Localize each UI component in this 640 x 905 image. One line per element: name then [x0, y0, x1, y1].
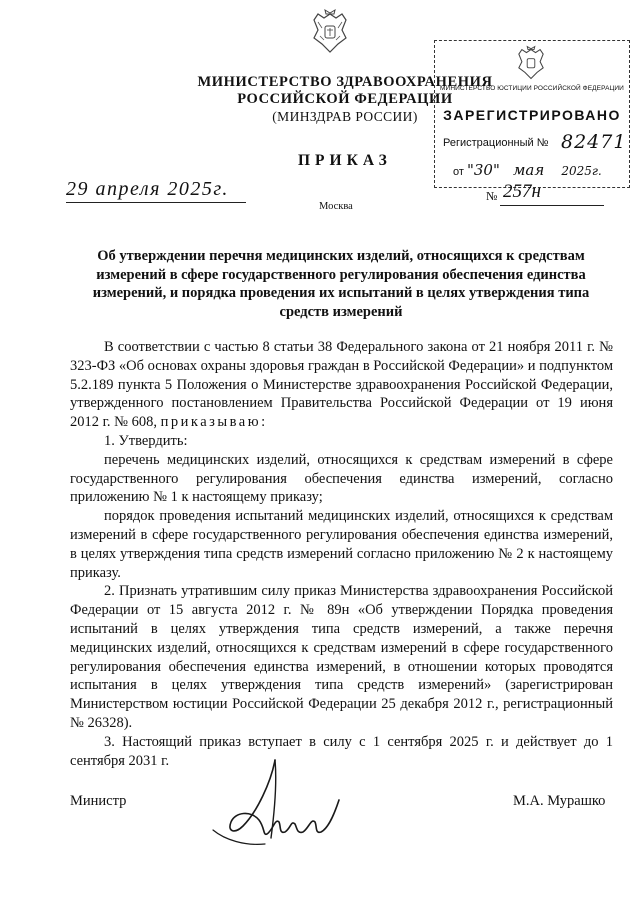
body-paragraph-item1: 1. Утвердить: — [104, 432, 188, 449]
order-body — [70, 338, 613, 770]
stamp-date-year: 2025г. — [561, 164, 602, 178]
signer-position: Министр — [70, 793, 127, 809]
signer-name: М.А. Мурашко — [513, 793, 606, 809]
ministry-short-name: (МИНЗДРАВ РОССИИ) — [272, 109, 418, 124]
state-emblem-icon — [308, 8, 352, 58]
stamp-date-prefix: от — [453, 166, 464, 178]
number-underline — [500, 205, 604, 206]
stamp-date — [453, 161, 602, 179]
body-paragraph-list1: перечень медицинских изделий, относящихся к средствам измерений в сфере государственного регулирования обеспечения единства измерений, согласно приложению № 1 к настоящему приказу; — [70, 451, 613, 506]
stamp-reg-label: Регистрационный № — [443, 137, 549, 149]
ministry-name-line2: РОССИЙСКОЙ ФЕДЕРАЦИИ — [237, 91, 453, 107]
document-type: ПРИКАЗ — [298, 152, 392, 169]
handwritten-signature — [205, 752, 355, 852]
order-city: Москва — [319, 201, 353, 212]
order-directive: приказываю: — [160, 414, 268, 431]
body-paragraph-list2: порядок проведения испытаний медицинских изделий, относящихся к средствам измерений в сфере государственного регулирования обеспечения единства измерений, в целях утверждения типа средств измерений согласно приложению № 2 к настоящему приказу. — [70, 508, 613, 581]
stamp-emblem-icon — [514, 45, 548, 83]
body-paragraph-item3: 3. Настоящий приказ вступает в силу с 1 сентября 2025 г. и действует до 1 сентября 2031 г. — [70, 733, 613, 769]
stamp-date-month: мая — [512, 161, 545, 179]
stamp-status: ЗАРЕГИСТРИРОВАНО — [443, 107, 621, 123]
order-number-sign: № — [486, 189, 498, 203]
body-paragraph-item2: 2. Признать утратившим силу приказ Министерства здравоохранения Российской Федерации от 15 августа 2012 г. № 89н «Об утверждении Порядка проведения испытаний в целях утверждения типа средств измерений, а также перечня медицинских изделий, относящихся к средствам измерений в сфере государственного регулирования обеспечения единства измерений, в отношении которых проводятся испытания в целях утверждения типа средств измерений» (зарегистрирован Министерством юстиции Российской Федерации 25 декабря 2012 г., регистрационный № 26328). — [70, 583, 613, 731]
registration-stamp — [434, 40, 630, 188]
date-underline — [66, 202, 246, 203]
order-number: 257н — [503, 181, 541, 202]
stamp-reg-number: 82471 — [561, 131, 627, 153]
stamp-organization: МИНИСТЕРСТВО ЮСТИЦИИ РОССИЙСКОЙ ФЕДЕРАЦИИ — [440, 85, 624, 92]
order-date: 29 апреля 2025г. — [66, 178, 229, 200]
order-title: Об утверждении перечня медицинских изделий, относящихся к средствам измерений в сфере государственного регулирования обеспечения единства измерений, и порядка проведения их испытаний в целях утверждения типа средств измерений — [92, 248, 590, 320]
stamp-date-day: "30" — [466, 161, 500, 179]
preamble-text: В соответствии с частью 8 статьи 38 Федерального закона от 21 ноября 2011 г. № 323-ФЗ «Об основах охраны здоровья граждан в Российской Федерации» и подпунктом 5.2.189 пункта 5 Положения о Министерстве здравоохранения Российской Федерации, утвержденного постановлением Правительства Российской Федерации от 19 июня 2012 г. № 608, — [70, 339, 613, 431]
ministry-name-line1: МИНИСТЕРСТВО ЗДРАВООХРАНЕНИЯ — [197, 74, 493, 90]
body-paragraph-preamble — [70, 338, 613, 432]
